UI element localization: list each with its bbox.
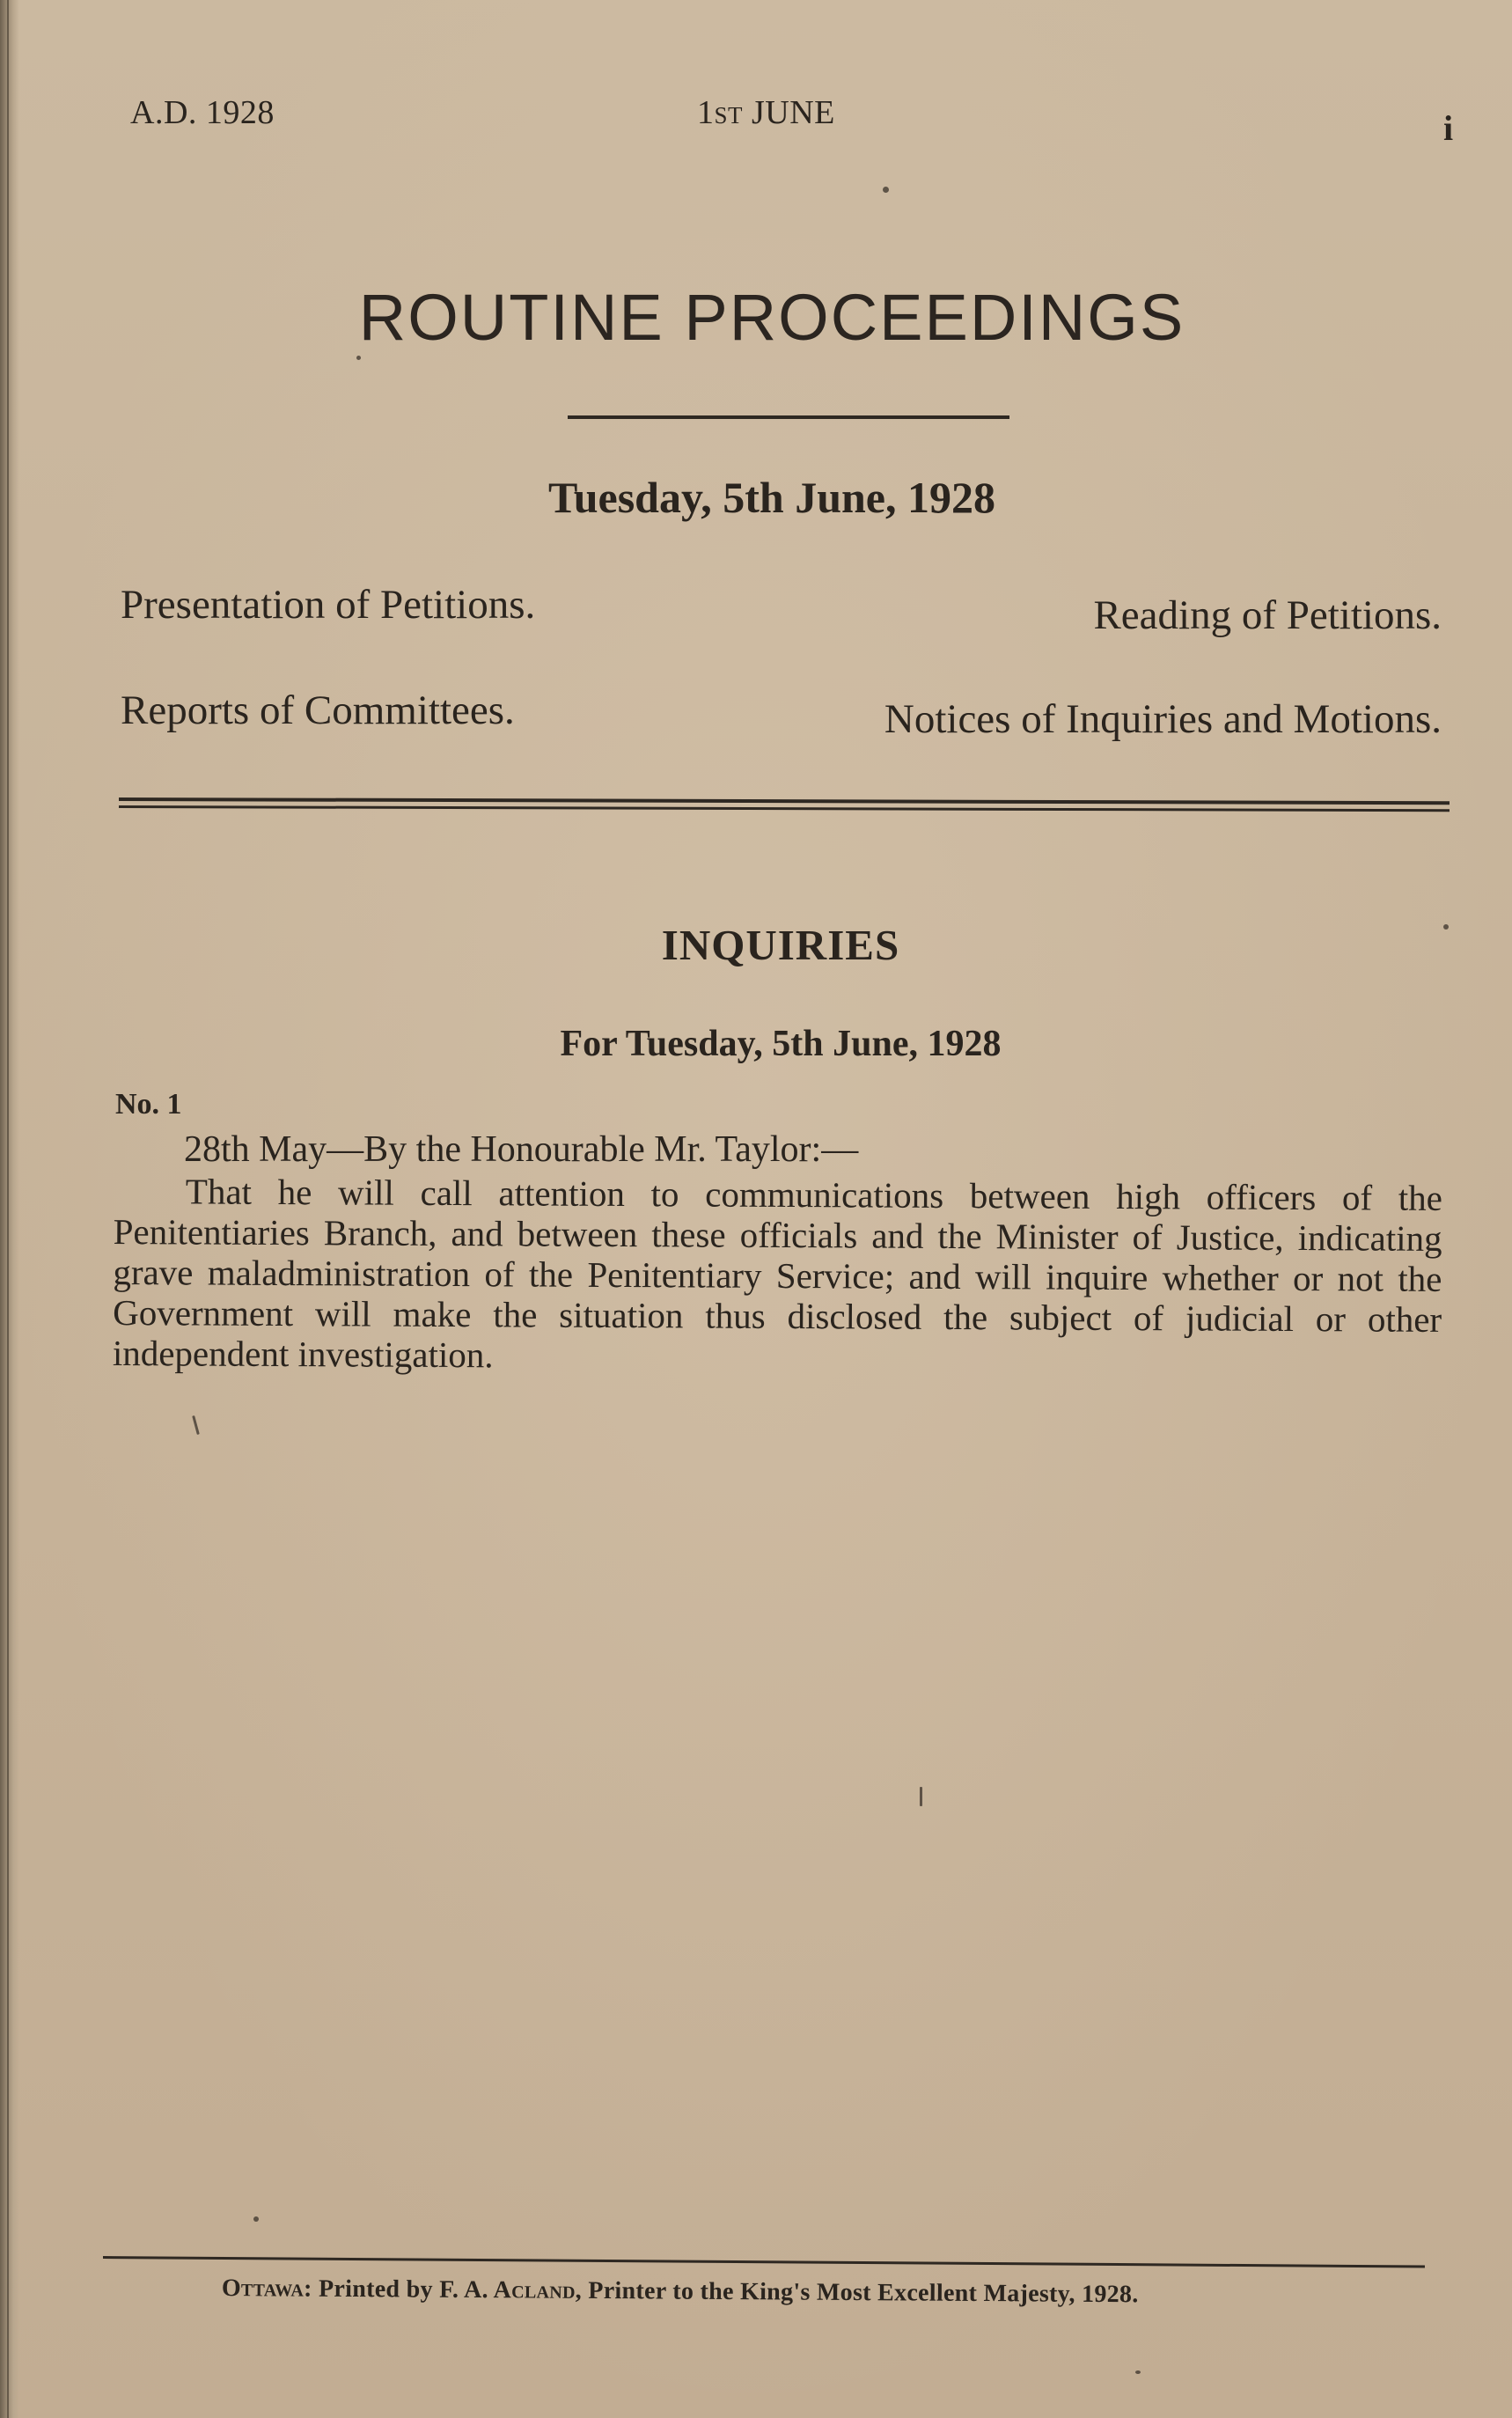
routine-item-notices-of-inquiries: Notices of Inquiries and Motions.	[884, 696, 1442, 742]
section-double-rule	[119, 797, 1450, 812]
header-date: 1st JUNE	[697, 94, 835, 131]
paper-speck	[883, 187, 889, 193]
paper-speck	[1135, 2370, 1141, 2374]
paper-speck	[192, 1415, 200, 1435]
printer-imprint	[222, 2275, 1139, 2309]
paper-speck	[356, 356, 361, 360]
routine-item-reports-of-committees: Reports of Committees.	[121, 687, 515, 733]
paper-speck	[1443, 924, 1449, 930]
inquiries-date: For Tuesday, 5th June, 1928	[560, 1024, 1002, 1064]
imprint-place: Ottawa:	[221, 2275, 312, 2303]
routine-item-reading-of-petitions: Reading of Petitions.	[1093, 592, 1442, 638]
page-number: i	[1443, 108, 1454, 148]
binding-edge	[7, 0, 9, 2418]
paper-speck	[253, 2216, 259, 2222]
inquiry-number: No. 1	[115, 1088, 182, 1121]
imprint-printed-by: Printed by	[318, 2275, 433, 2304]
footer-rule	[103, 2256, 1425, 2267]
title-divider	[568, 415, 1009, 419]
inquiry-attribution: 28th May—By the Honourable Mr. Taylor:—	[184, 1129, 859, 1170]
binding-spine	[0, 0, 19, 2418]
sitting-date: Tuesday, 5th June, 1928	[547, 473, 996, 522]
inquiries-heading: INQUIRIES	[661, 921, 900, 969]
paper-speck	[920, 1787, 922, 1806]
imprint-rest: Printer to the King's Most Excellent Majesty, 1928.	[588, 2276, 1139, 2309]
inquiry-text: That he will call attention to communications between high officers of the Penitentiaries Branch, and between these officials and the Minister of Justice, indicating grave maladministration of the Penitentiary Service; and will inquire whether or not the Government will make the situation thus disclosed the subject of judicial or other independent investigation.	[112, 1171, 1442, 1376]
header-year: A.D. 1928	[130, 94, 275, 131]
page-title: ROUTINE PROCEEDINGS	[358, 281, 1185, 354]
routine-item-presentation-of-petitions: Presentation of Petitions.	[121, 582, 536, 628]
imprint-printer-name: F. A. Acland,	[439, 2275, 583, 2304]
